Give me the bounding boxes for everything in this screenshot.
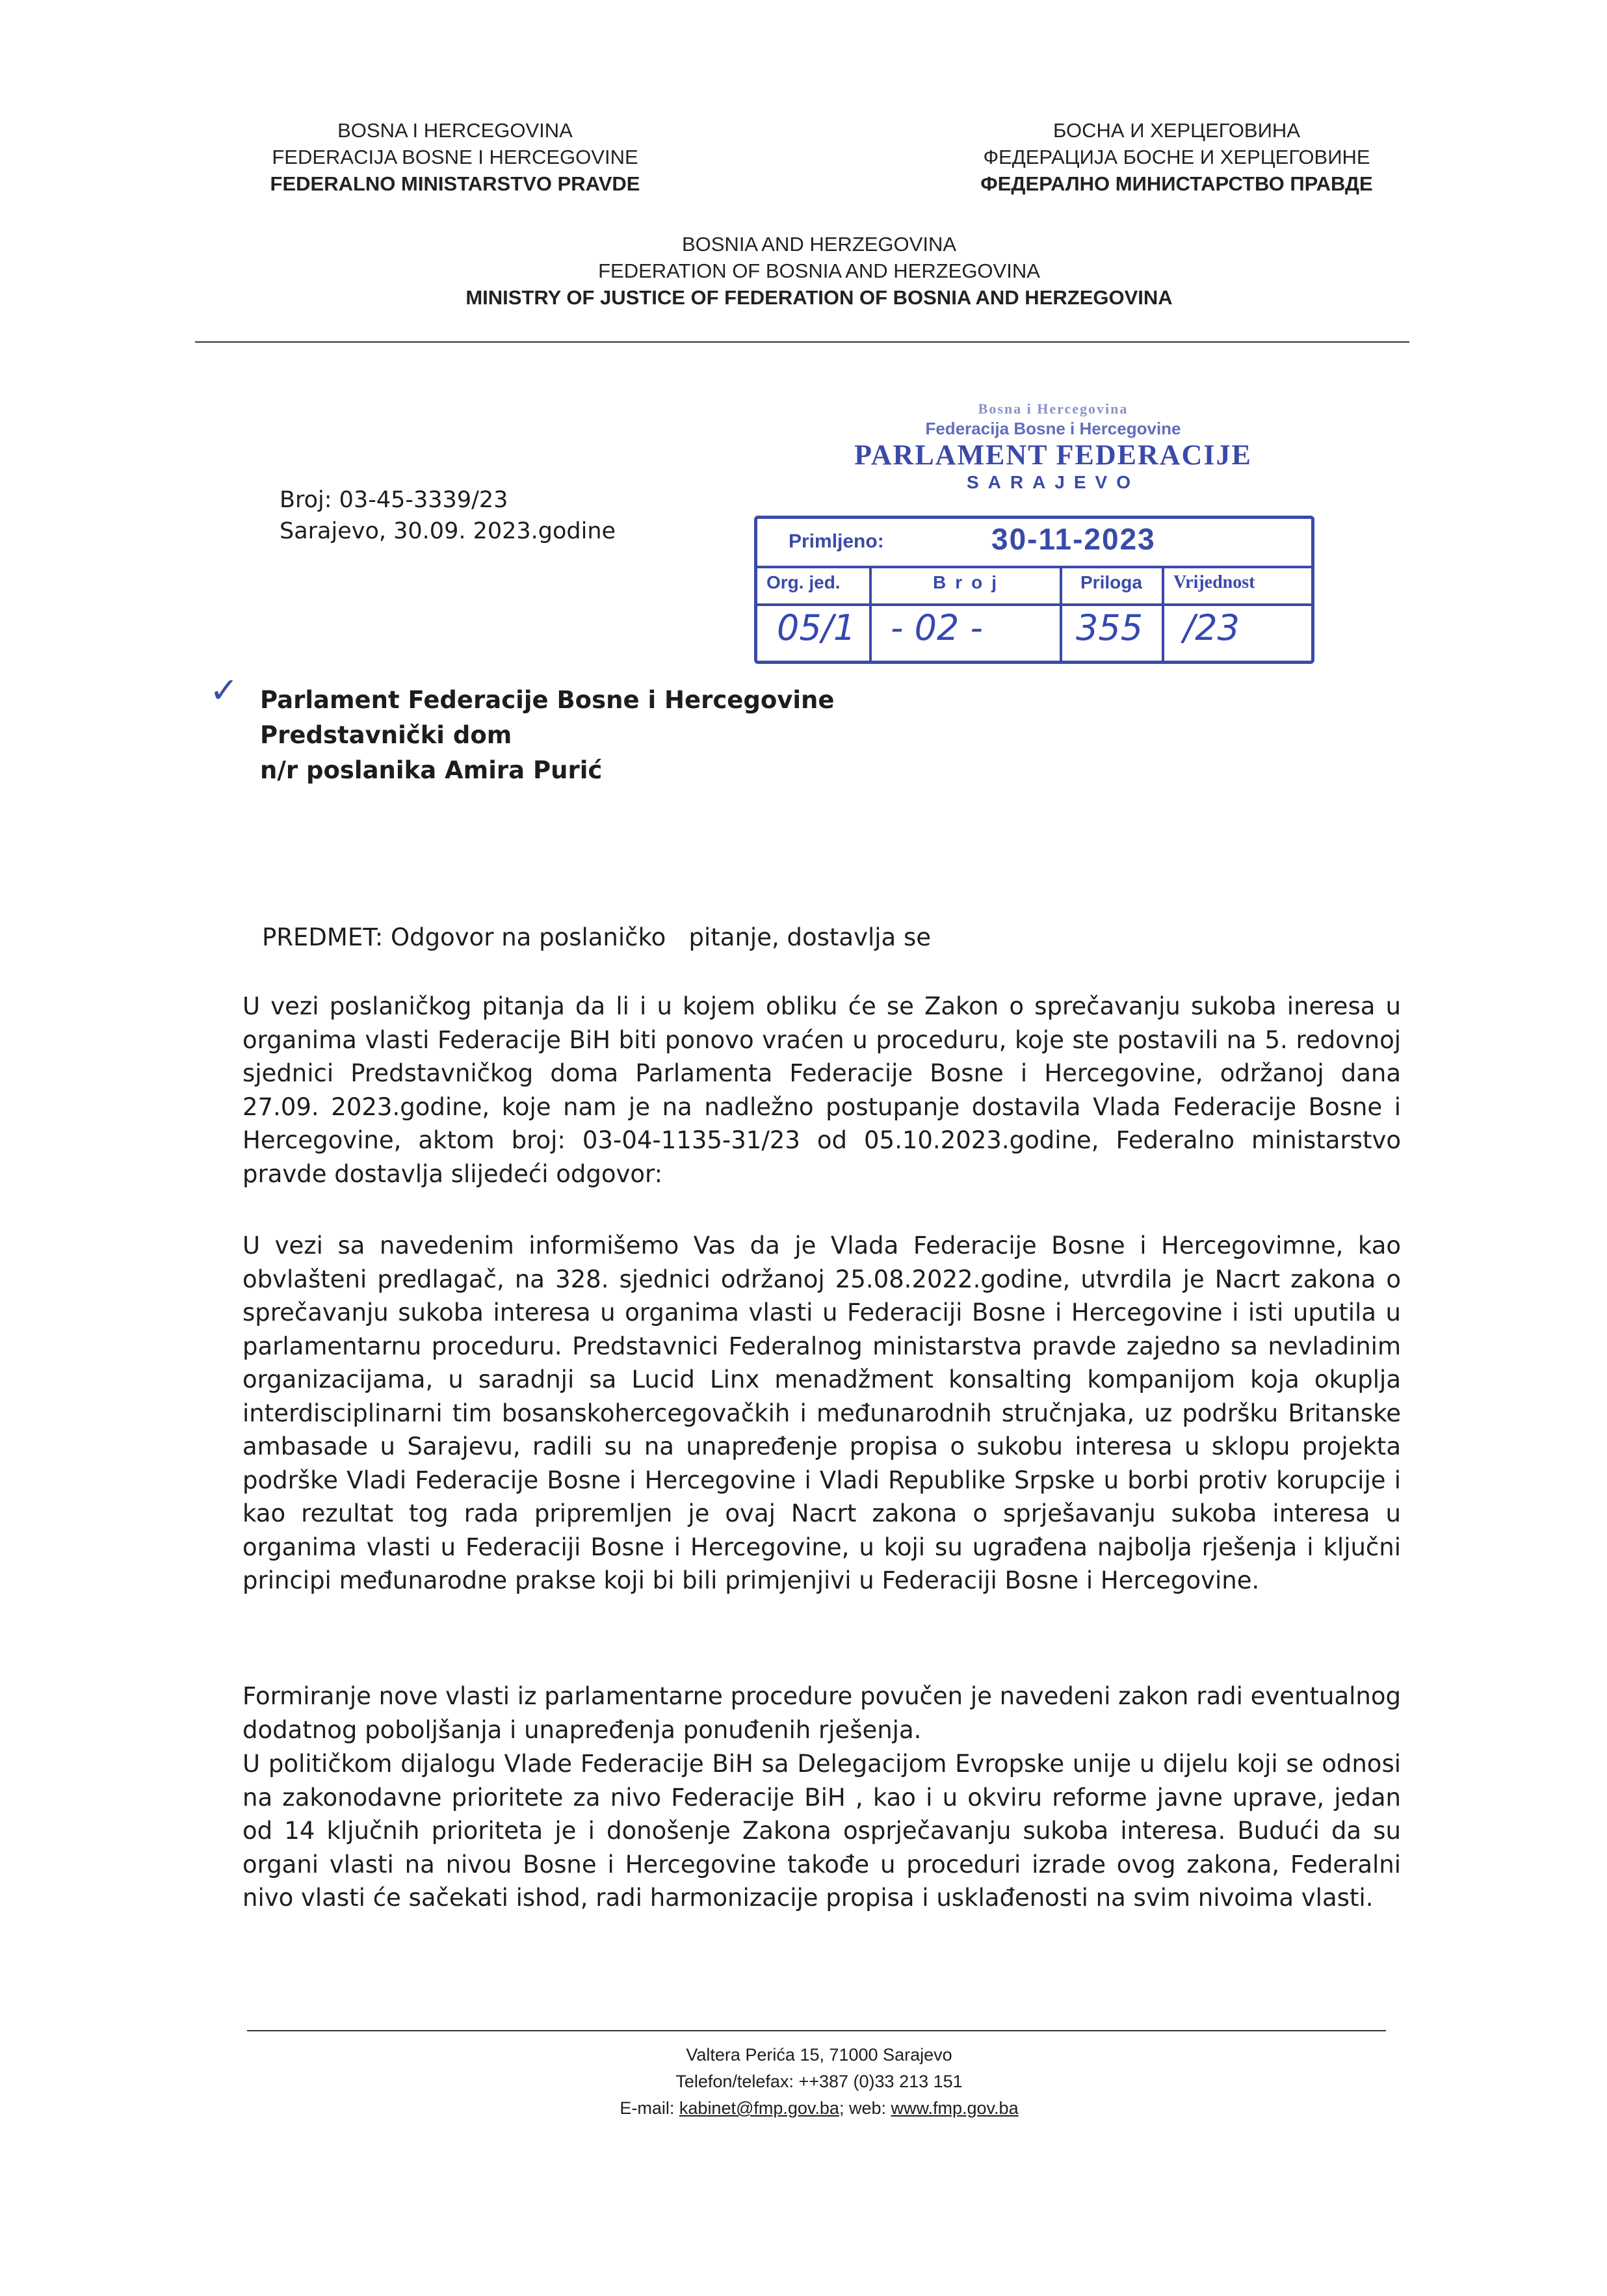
- stamp-row-values: [757, 603, 1311, 661]
- body-paragraph-4: U političkom dijalogu Vlade Federacije BiH sa Delegacijom Evropske unije u dijelu koji se odnosi na zakonodavne prioritete za nivo Federacije BiH , kao i u okviru reforme javne uprave, jedan od 14 ključnih prioriteta je i donošenje Zakona osprječavanju sukoba interesa. Budući da su organi vlasti na nivou Bosne i Hercegovine takođe u proceduri izrade ovog zakona, Federalni nivo vlasti će sačekati ishod, radi harmonizacije propisa i usklađenosti na svim nivoima vlasti.: [242, 1750, 1401, 1912]
- header-right: [943, 117, 1411, 197]
- stamp-vrijednost-label: Vrijednost: [1173, 572, 1255, 592]
- stamp-line-1: Bosna i Hercegovina: [978, 401, 1129, 417]
- stamp-received-date: 30-11-2023: [991, 522, 1156, 556]
- stamp-org-value: 05/1: [777, 607, 856, 648]
- stamp-row-labels: [757, 566, 1311, 606]
- header-right-line-3: ФЕДЕРАЛНО МИНИСТАРСТВО ПРАВДЕ: [980, 172, 1373, 195]
- footer-contact: [520, 2095, 1118, 2122]
- header-right-line-1: БОСНА И ХЕРЦЕГОВИНА: [1053, 119, 1300, 142]
- stamp-org-label: Org. jed.: [766, 572, 841, 592]
- stamp-vrijednost-value: /23: [1183, 607, 1240, 648]
- parliament-stamp-header: [793, 400, 1313, 494]
- stamp-row-received: [757, 519, 1311, 568]
- addressee-line-3: n/r poslanika Amira Purić: [260, 756, 603, 784]
- subject-line: PREDMET: Odgovor na poslaničko pitanje, dostavlja se: [262, 923, 932, 951]
- reference-number: Broj: 03-45-3339/23: [280, 487, 508, 513]
- footer-web-prefix: ; web:: [839, 2098, 891, 2118]
- header-left-line-2: FEDERACIJA BOSNE I HERCEGOVINE: [272, 146, 638, 168]
- reference-place-date: Sarajevo, 30.09. 2023.godine: [280, 518, 616, 544]
- header-left: [260, 117, 650, 197]
- footer-web-link[interactable]: www.fmp.gov.ba: [891, 2098, 1019, 2118]
- body-paragraph-2: U vezi sa navedenim informišemo Vas da je Vlada Federacije Bosne i Hercegovimne, kao obvlašteni predlagač, na 328. sjednici održanoj 25.08.2022.godine, utvrdila je Nacrt zakona o sprečavanju sukoba interesa u organima vlasti u Federaciji Bosne i Hercegovine i isti uputila u parlamentarnu proceduru. Predstavnici Federalnog ministarstva pravde zajedno sa nevladinim organizacijama, u saradnji sa Lucid Linx menadžment konsalting kompanijom koja okuplja interdisciplinarni tim bosanskohercegovačkih i međunarodnih stručnjaka, uz podršku Britanske ambasade u Sarajevu, radili su na unapređenje propisa o sukobu interesa u sklopu projekta podrške Vladi Federacije Bosne i Hercegovine i Vladi Republike Srpske u borbi protiv korupcije i kao rezultat tog rada pripremljen je ovaj Nacrt zakona o sprješavanju sukoba interesa u organima vlasti u Federaciji Bosne i Hercegovine, u koji su ugrađena najbolja rješenja i ključni principi međunarodne prakse koji bi bili primjenjivi u Federaciji Bosne i Hercegovine.: [242, 1232, 1401, 1594]
- stamp-priloga-value: 355: [1076, 607, 1143, 648]
- header-divider: [195, 341, 1409, 343]
- stamp-line-3: PARLAMENT FEDERACIJE: [854, 439, 1252, 471]
- header-center: [325, 231, 1313, 311]
- checkmark-icon: ✓: [209, 670, 239, 711]
- stamp-line-4: SARAJEVO: [966, 472, 1140, 492]
- footer-phone: Telefon/telefax: ++387 (0)33 213 151: [675, 2072, 963, 2091]
- stamp-line-2: Federacija Bosne i Hercegovine: [925, 419, 1181, 438]
- stamp-received-label: Primljeno:: [789, 531, 884, 552]
- stamp-broj-value: - 02 -: [891, 607, 984, 648]
- addressee-line-1: Parlament Federacije Bosne i Hercegovine: [260, 686, 835, 714]
- header-right-line-2: ФЕДЕРАЦИЈА БОСНЕ И ХЕРЦЕГОВИНЕ: [983, 146, 1370, 168]
- header-left-line-3: FEDERALNO MINISTARSTVO PRAVDE: [270, 172, 640, 195]
- footer-email-link[interactable]: kabinet@fmp.gov.ba: [679, 2098, 839, 2118]
- header-center-line-3: MINISTRY OF JUSTICE OF FEDERATION OF BOSNIA AND HERZEGOVINA: [465, 286, 1173, 309]
- footer: [520, 2042, 1118, 2122]
- addressee-line-2: Predstavnički dom: [260, 721, 512, 749]
- footer-address: Valtera Perića 15, 71000 Sarajevo: [686, 2045, 952, 2065]
- stamp-priloga-label: Priloga: [1080, 572, 1142, 592]
- header-center-line-1: BOSNIA AND HERZEGOVINA: [681, 233, 957, 256]
- stamp-broj-label: Broj: [933, 572, 1006, 592]
- reference-block: [280, 484, 616, 547]
- header-left-line-1: BOSNA I HERCEGOVINA: [337, 119, 573, 142]
- footer-divider: [247, 2030, 1386, 2031]
- body-paragraph-1: U vezi poslaničkog pitanja da li i u kojem obliku će se Zakon o sprečavanju sukoba ineresa u organima vlasti Federacije BiH biti ponovo vraćen u proceduru, koje ste postavili na 5. redovnoj sjednici Predstavničkog doma Parlamenta Federacije Bosne i Hercegovine, održanoj dana 27.09. 2023.godine, koje nam je na nadležno postupanje dostavila Vlada Federacije Bosne i Hercegovine, aktom broj: 03-04-1135-31/23 od 05.10.2023.godine, Federalno ministarstvo pravde dostavlja slijedeći odgovor:: [242, 992, 1401, 1188]
- addressee-block: [260, 683, 834, 788]
- footer-email-prefix: E-mail:: [620, 2098, 679, 2118]
- header-center-line-2: FEDERATION OF BOSNIA AND HERZEGOVINA: [598, 259, 1040, 282]
- received-stamp: [754, 516, 1314, 664]
- body-paragraph-3: Formiranje nove vlasti iz parlamentarne procedure povučen je navedeni zakon radi eventualnog dodatnog poboljšanja i unapređenja ponuđenih rješenja.: [242, 1682, 1401, 1744]
